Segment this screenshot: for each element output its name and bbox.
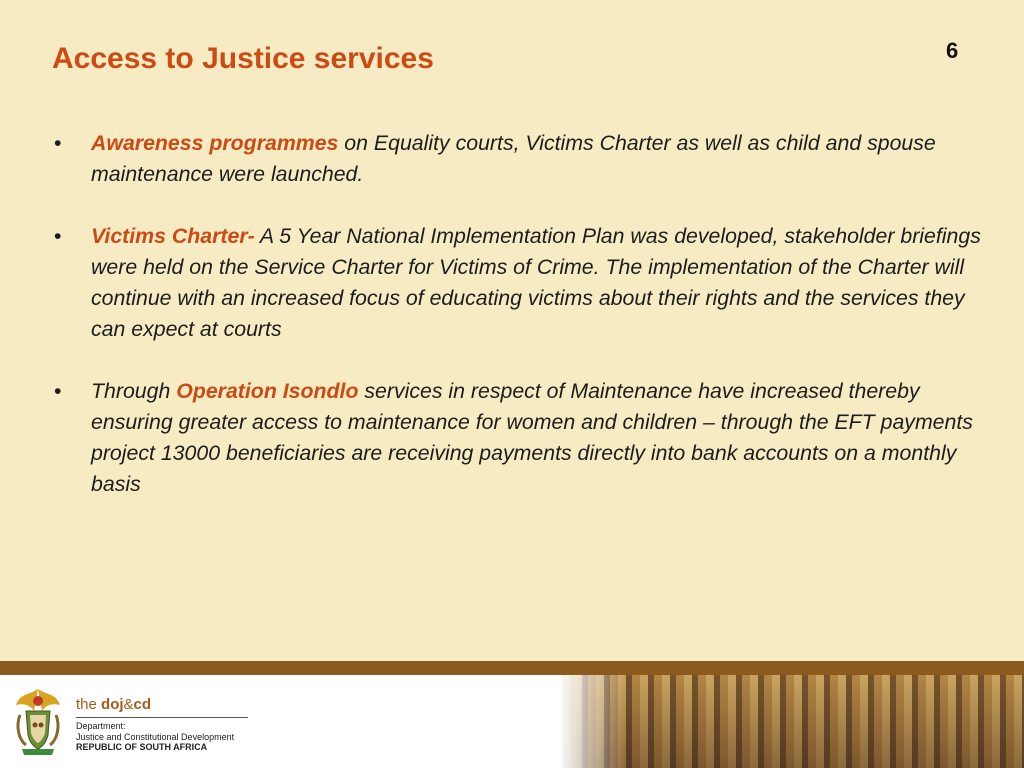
bullet-marker: • [54,379,62,403]
bullet-prefix: Through [91,379,177,403]
bullet-highlight: Awareness programmes [91,131,339,155]
bullet-text: services in respect of Maintenance have increased thereby ensuring greater access to maintenance for women and children – through the EFT payments project 13000 beneficiaries are receiving payments directly into bank accounts on a monthly basis [91,379,973,496]
brand-cd: cd [133,696,152,713]
bullet-marker: • [54,131,62,155]
bullet-highlight: Operation Isondlo [176,379,359,403]
page-number: 6 [946,38,959,63]
department-label: Department: [76,721,126,731]
brand-the: the [76,696,97,713]
slide-title: Access to Justice services [52,42,434,75]
bullet-victims-charter [52,221,1002,345]
coat-of-arms-icon [12,685,64,759]
court-building-photo [560,675,1024,768]
bullet-operation-isondlo [52,376,1002,500]
bullet-text: A 5 Year National Implementation Plan was developed, stakeholder briefings were held on the Service Charter for Victims of Crime. The implementation of the Charter will continue with an increased focus of educating victims about their rights and the services they can expect at courts [91,224,981,341]
footer [0,675,1024,768]
bullet-list [52,128,1002,531]
bullet-awareness-programmes [52,128,1002,190]
brand-doj: doj [101,696,124,713]
bullet-text: on Equality courts, Victims Charter as well as child and spouse maintenance were launched. [91,131,936,186]
bullet-marker: • [54,224,62,248]
brand-divider [76,717,248,718]
brand-amp: & [123,696,134,713]
department-name: Justice and Constitutional Development [76,731,235,742]
department-text [76,721,234,753]
bullet-highlight: Victims Charter- [91,224,255,248]
footer-stripe [0,661,1024,675]
country-name: REPUBLIC OF SOUTH AFRICA [76,742,208,752]
brand-wordmark [76,696,151,713]
